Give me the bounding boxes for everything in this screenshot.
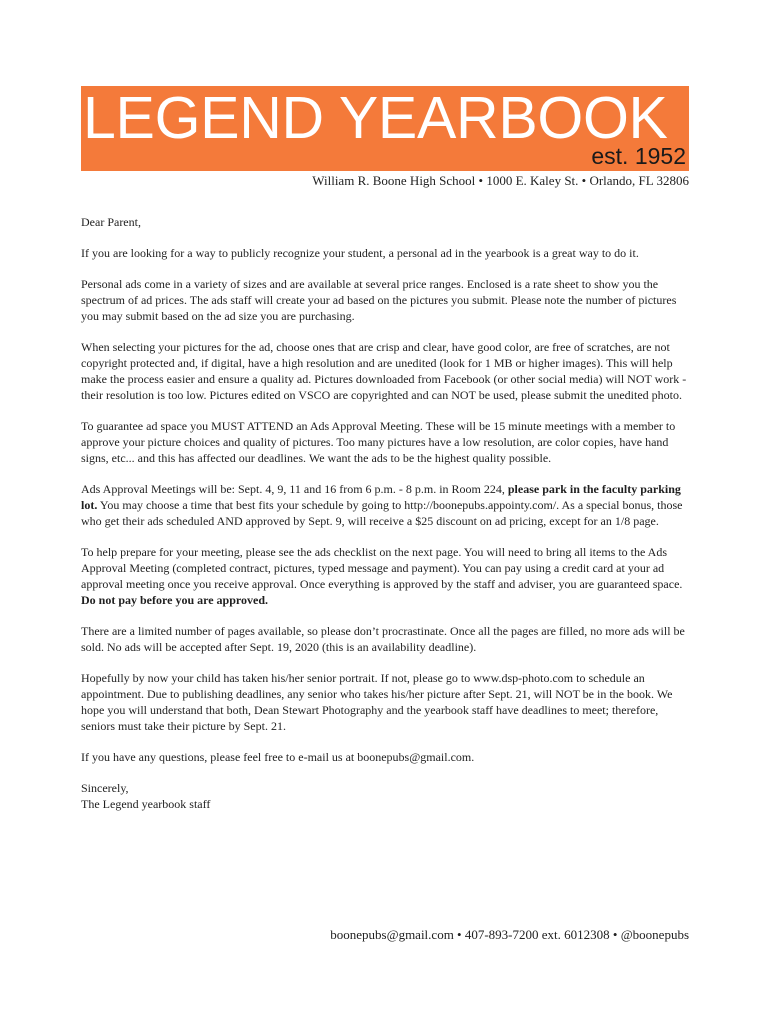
parking-notice: please park in the faculty parking lot. [81,482,681,512]
paragraph-contact: If you have any questions, please feel free to e-mail us at boonepubs@gmail.com. [81,750,475,764]
payment-notice: Do not pay before you are approved. [81,593,269,607]
paragraph-meeting-prep [81,544,691,608]
letter-body [81,214,691,812]
paragraph-approval-meeting: To guarantee ad space you MUST ATTEND an Ads Approval Meeting. These will be 15 minute meetings with a member to approve your picture choices and quality of pictures. Too many pictures have a low resolution, are color copies, have hand signs, etc... and this has affected our deadlines. We want the ads to be the highest quality possible. [81,419,676,465]
paragraph-ad-sizes: Personal ads come in a variety of sizes and are available at several price ranges. Enclosed is a rate sheet to show you the spectrum of ad prices. The ads staff will create your ad based on the pictures you submit. Please note the number of pictures you may submit based on the ad size you are purchasing. [81,277,677,323]
closing: Sincerely, [81,781,129,795]
paragraph-meeting-dates [81,481,691,529]
paragraph-limited-pages: There are a limited number of pages available, so please don’t procrastinate. Once all the pages are filled, no more ads will be sold. No ads will be accepted after Sept. 19, 2020 (this is an availability deadline). [81,624,685,654]
meeting-prep-text: To help prepare for your meeting, please see the ads checklist on the next page. You will need to bring all items to the Ads Approval Meeting (completed contract, pictures, typed message and payment). You can pay using a credit card at your ad approval meeting once you receive approval. Once everything is approved by the staff and adviser, you are guaranteed space. [81,545,683,591]
signature: The Legend yearbook staff [81,797,211,811]
banner-title: LEGEND YEARBOOK [83,85,668,151]
contact-footer: boonepubs@gmail.com • 407-893-7200 ext. 6012308 • @boonepubs [330,927,689,942]
yearbook-banner [81,86,689,171]
meeting-scheduling-text: You may choose a time that best fits your schedule by going to http://boonepubs.appointy.com/. As a special bonus, those who get their ads scheduled AND approved by Sept. 9, will receive a $25 discount on ad pricing, except for an 1/8 page. [81,498,683,528]
greeting: Dear Parent, [81,215,141,229]
paragraph-picture-selection: When selecting your pictures for the ad, choose ones that are crisp and clear, have good color, are free of scratches, are not copyright protected and, if digital, have a high resolution and are unedited (look for 1 MB or higher images). This will help make the process easier and ensure a quality ad. Pictures downloaded from Facebook (or other social media) will NOT work - their resolution is too low. Pictures edited on VSCO are copyrighted and can NOT be used, please submit the unedited photo. [81,340,687,402]
paragraph-senior-portrait: Hopefully by now your child has taken his/her senior portrait. If not, please go to www.dsp-photo.com to schedule an appointment. Due to publishing deadlines, any senior who takes his/her picture after Sept. 21, will NOT be in the book. We hope you will understand that both, Dean Stewart Photography and the yearbook staff have deadlines to meet; therefore, seniors must take their picture by Sept. 21. [81,671,673,733]
banner-established: est. 1952 [591,143,686,169]
paragraph-intro: If you are looking for a way to publicly recognize your student, a personal ad in the yearbook is a great way to do it. [81,246,639,260]
meeting-dates-text: Ads Approval Meetings will be: Sept. 4, 9, 11 and 16 from 6 p.m. - 8 p.m. in Room 224, [81,482,508,496]
school-address: William R. Boone High School • 1000 E. Kaley St. • Orlando, FL 32806 [312,173,689,188]
